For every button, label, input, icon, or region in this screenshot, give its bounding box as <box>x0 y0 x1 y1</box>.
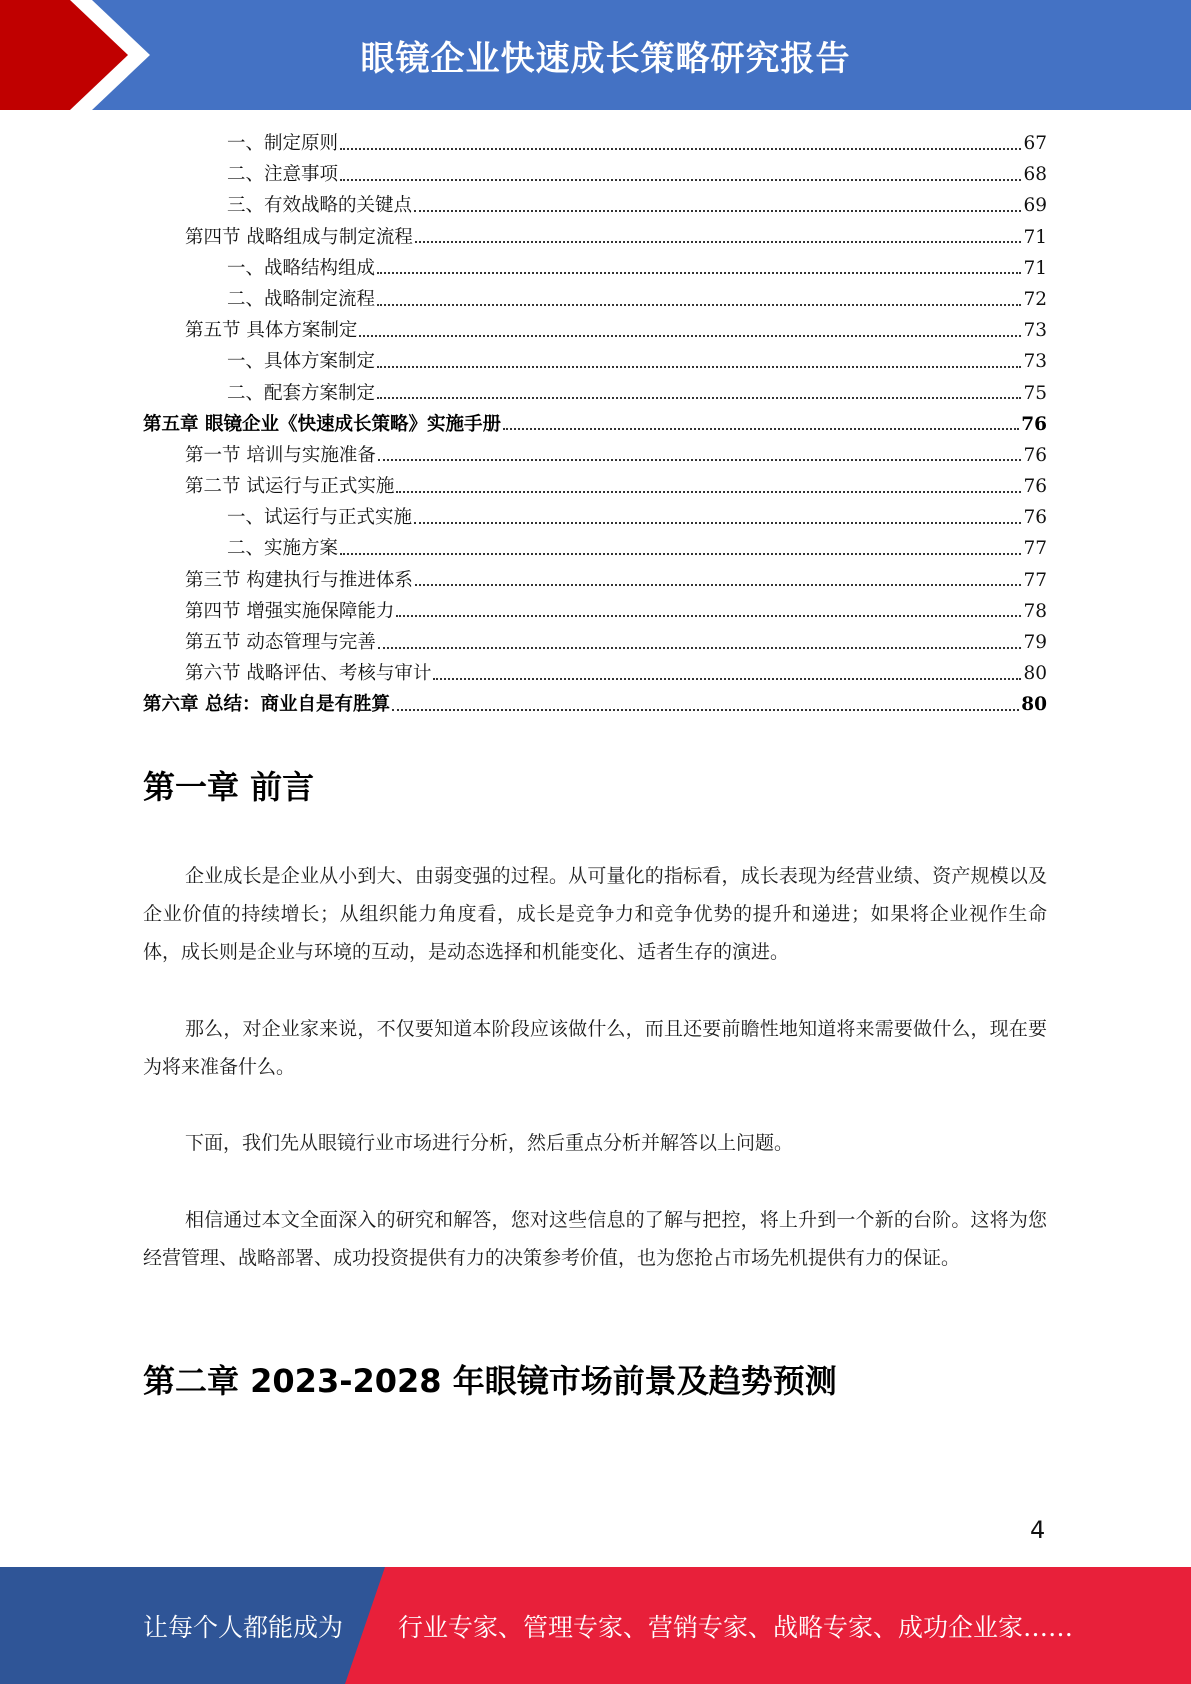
toc-entry[interactable] <box>143 409 1047 440</box>
toc-entry-title: 第六章 总结：商业自是有胜算 <box>143 694 390 716</box>
footer-slogan-left: 让每个人都能成为 <box>143 1612 344 1642</box>
toc-entry-title: 二、战略制定流程 <box>227 288 376 310</box>
table-of-contents <box>143 128 1047 721</box>
toc-entry-title: 第六节 战略评估、考核与审计 <box>185 663 432 685</box>
toc-entry[interactable] <box>143 627 1047 658</box>
toc-dot-leader <box>340 179 1021 181</box>
toc-entry[interactable] <box>143 190 1047 221</box>
paragraph-2: 那么，对企业家来说，不仅要知道本阶段应该做什么，而且还要前瞻性地知道将来需要做什么，现在要为将来准备什么。 <box>143 1018 1047 1078</box>
page-header <box>0 0 1191 110</box>
chapter-2-heading: 第二章 2023-2028 年眼镜市场前景及趋势预测 <box>143 1362 837 1400</box>
toc-entry-page: 67 <box>1023 133 1047 154</box>
toc-entry-title: 第五节 具体方案制定 <box>185 320 358 342</box>
toc-entry-title: 第四节 增强实施保障能力 <box>185 600 395 622</box>
toc-entry[interactable] <box>143 502 1047 533</box>
paragraph-1: 企业成长是企业从小到大、由弱变强的过程。从可量化的指标看，成长表现为经营业绩、资产规模以及企业价值的持续增长；从组织能力角度看，成长是竞争力和竞争优势的提升和递进；如果将企业视作生命体，成长则是企业与环境的互动，是动态选择和机能变化、适者生存的演进。 <box>143 865 1047 963</box>
toc-dot-leader <box>340 553 1021 555</box>
chapter-1-heading: 第一章 前言 <box>143 768 315 806</box>
toc-entry[interactable] <box>143 159 1047 190</box>
toc-entry-page: 76 <box>1023 444 1047 466</box>
toc-entry-title: 第一节 培训与实施准备 <box>185 444 376 466</box>
toc-entry-page: 71 <box>1023 257 1047 279</box>
toc-entry-title: 一、具体方案制定 <box>227 351 376 373</box>
page-number: 4 <box>1030 1516 1046 1544</box>
toc-entry[interactable] <box>143 378 1047 409</box>
toc-entry-page: 75 <box>1023 382 1047 404</box>
toc-entry-page: 73 <box>1023 351 1047 373</box>
toc-dot-leader <box>414 210 1021 212</box>
toc-entry-title: 第四节 战略组成与制定流程 <box>185 226 413 248</box>
toc-entry[interactable] <box>143 222 1047 253</box>
toc-dot-leader <box>392 709 1019 711</box>
toc-dot-leader <box>377 304 1021 306</box>
toc-entry-page: 78 <box>1023 600 1047 622</box>
toc-dot-leader <box>433 678 1021 680</box>
toc-dot-leader <box>414 522 1021 524</box>
toc-entry[interactable] <box>143 440 1047 471</box>
toc-entry-page: 76 <box>1023 507 1047 529</box>
paragraph-4: 相信通过本文全面深入的研究和解答，您对这些信息的了解与把控，将上升到一个新的台阶。这将为您经营管理、战略部署、成功投资提供有力的决策参考价值，也为您抢占市场先机提供有力的保证。 <box>143 1209 1047 1269</box>
toc-entry-page: 79 <box>1023 632 1047 653</box>
toc-dot-leader <box>378 647 1022 649</box>
toc-dot-leader <box>359 335 1021 337</box>
toc-entry[interactable] <box>143 315 1047 346</box>
toc-entry[interactable] <box>143 128 1047 159</box>
toc-entry-page: 71 <box>1023 226 1047 248</box>
toc-entry[interactable] <box>143 658 1047 689</box>
toc-dot-leader <box>377 397 1021 399</box>
toc-entry[interactable] <box>143 346 1047 377</box>
toc-entry-page: 72 <box>1023 288 1047 310</box>
toc-entry-page: 77 <box>1023 538 1047 560</box>
toc-entry[interactable] <box>143 596 1047 627</box>
toc-entry-title: 一、战略结构组成 <box>227 257 376 279</box>
toc-entry[interactable] <box>143 565 1047 596</box>
toc-dot-leader <box>377 366 1021 368</box>
toc-entry-title: 二、实施方案 <box>227 538 339 560</box>
toc-dot-leader <box>378 459 1022 461</box>
toc-entry-page: 76 <box>1021 413 1047 435</box>
toc-entry-title: 二、注意事项 <box>227 164 339 186</box>
toc-entry-title: 第五章 眼镜企业《快速成长策略》实施手册 <box>143 413 501 435</box>
toc-entry[interactable] <box>143 533 1047 564</box>
toc-entry-title: 第二节 试运行与正式实施 <box>185 476 395 498</box>
toc-entry-page: 73 <box>1023 320 1047 342</box>
toc-dot-leader <box>415 241 1022 243</box>
toc-entry-title: 第三节 构建执行与推进体系 <box>185 569 413 591</box>
toc-entry[interactable] <box>143 284 1047 315</box>
toc-entry[interactable] <box>143 689 1047 720</box>
toc-entry-title: 二、配套方案制定 <box>227 382 376 404</box>
toc-dot-leader <box>340 148 1021 150</box>
toc-entry-page: 76 <box>1023 476 1047 498</box>
toc-entry-page: 80 <box>1023 663 1047 685</box>
toc-entry-page: 68 <box>1023 164 1047 186</box>
toc-dot-leader <box>377 272 1021 274</box>
toc-entry-title: 一、试运行与正式实施 <box>227 507 413 529</box>
toc-entry-title: 第五节 动态管理与完善 <box>185 632 376 653</box>
toc-entry-title: 一、制定原则 <box>227 133 339 154</box>
toc-entry[interactable] <box>143 471 1047 502</box>
paragraph-3: 下面，我们先从眼镜行业市场进行分析，然后重点分析并解答以上问题。 <box>185 1132 794 1154</box>
page-footer <box>0 1567 1191 1684</box>
toc-dot-leader <box>396 615 1021 617</box>
toc-entry-page: 80 <box>1021 694 1047 716</box>
toc-dot-leader <box>415 584 1022 586</box>
toc-entry-page: 69 <box>1023 195 1047 217</box>
toc-dot-leader <box>396 491 1021 493</box>
report-title: 眼镜企业快速成长策略研究报告 <box>360 38 851 79</box>
toc-entry-title: 三、有效战略的关键点 <box>227 195 413 217</box>
toc-entry[interactable] <box>143 253 1047 284</box>
toc-dot-leader <box>503 428 1019 430</box>
footer-slogan-right: 行业专家、管理专家、营销专家、战略专家、成功企业家…… <box>398 1612 1074 1642</box>
toc-entry-page: 77 <box>1023 569 1047 591</box>
